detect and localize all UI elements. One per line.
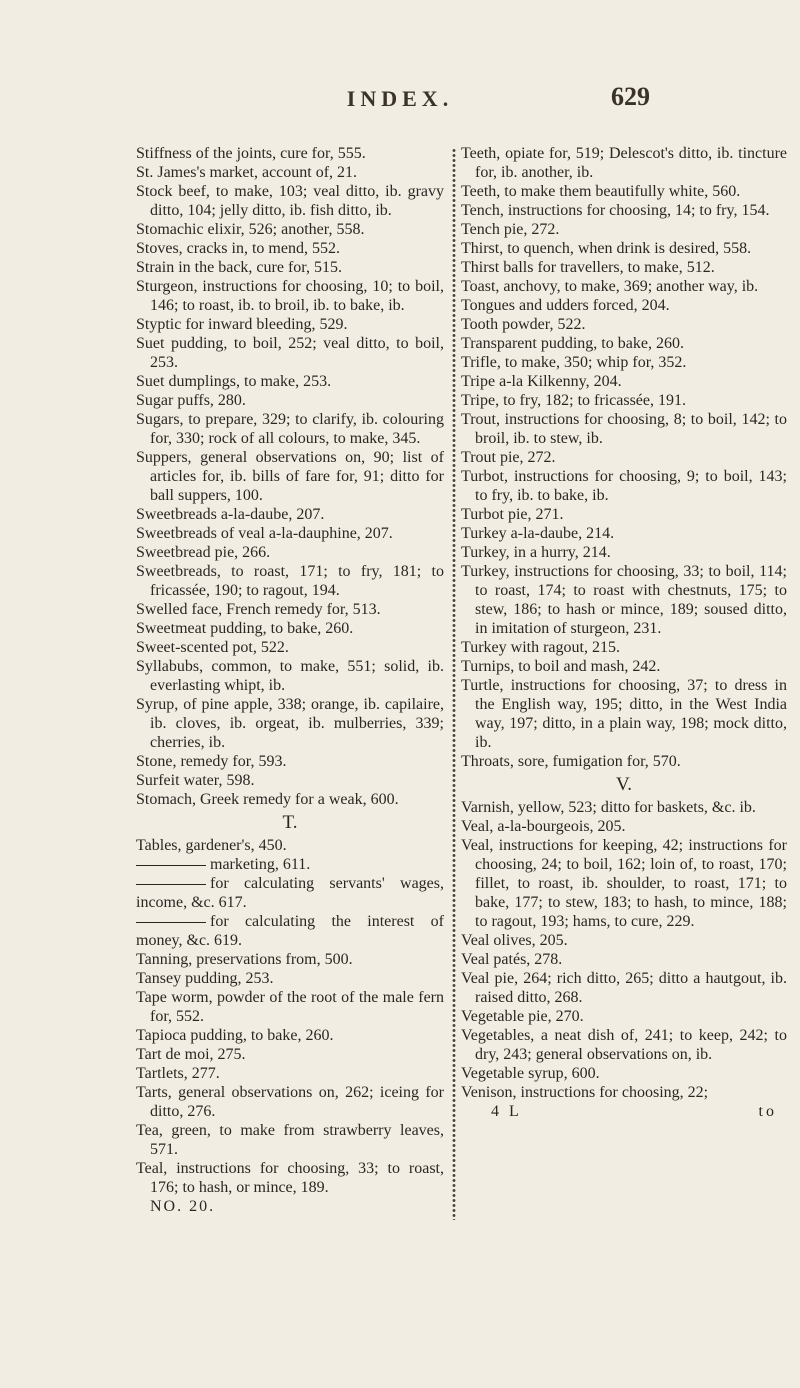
ditto-rule <box>136 884 206 885</box>
index-entry: Thirst balls for travellers, to make, 512. <box>461 259 715 276</box>
index-entry: Tench, instructions for choosing, 14; to fry, 154. <box>461 202 770 219</box>
index-entry: Suet dumplings, to make, 253. <box>136 373 332 390</box>
index-entry: Sweetbread pie, 266. <box>136 544 271 561</box>
running-head: INDEX. <box>346 86 454 111</box>
index-entry: Tanning, preservations from, 500. <box>136 951 353 968</box>
subentry-text: marketing, 611. <box>210 856 311 873</box>
index-entry: Vegetable syrup, 600. <box>461 1065 600 1082</box>
subentry-text: for calculating the interest of money, &c. 619. <box>136 913 444 949</box>
index-entry: Veal pie, 264; rich ditto, 265; ditto a hautgout, ib. raised ditto, 268. <box>461 970 787 1006</box>
ditto-rule <box>136 865 206 866</box>
left-entries <box>136 144 444 809</box>
index-entry: Tansey pudding, 253. <box>136 970 274 987</box>
index-entry: Tooth powder, 522. <box>461 316 586 333</box>
index-entry: Venison, instructions for choosing, 22; <box>461 1084 709 1101</box>
index-entry: Veal patés, 278. <box>461 951 563 968</box>
index-entry: Turkey a-la-daube, 214. <box>461 525 615 542</box>
index-entry: Tripe, to fry, 182; to fricassée, 191. <box>461 392 686 409</box>
index-entry: Turbot, instructions for choosing, 9; to boil, 143; to fry, ib. to bake, ib. <box>461 468 787 504</box>
index-entry: Stoves, cracks in, to mend, 552. <box>136 240 340 257</box>
index-entry: Teeth, opiate for, 519; Delescot's ditto, ib. tincture for, ib. another, ib. <box>461 145 787 181</box>
index-entry: Veal olives, 205. <box>461 932 568 949</box>
index-entry: Thirst, to quench, when drink is desired, 558. <box>461 240 752 257</box>
index-entry: Styptic for inward bleeding, 529. <box>136 316 348 333</box>
index-subentry <box>136 912 444 950</box>
index-entry: Tench pie, 272. <box>461 221 560 238</box>
index-entry: Toast, anchovy, to make, 369; another way, ib. <box>461 278 759 295</box>
index-entry: Tart de moi, 275. <box>136 1046 246 1063</box>
index-entry: Varnish, yellow, 523; ditto for baskets, &c. ib. <box>461 799 756 816</box>
index-column-left <box>136 144 444 1216</box>
index-entry: Syrup, of pine apple, 338; orange, ib. capilaire, ib. cloves, ib. orgeat, ib. mulberries, 339; cherries, ib. <box>136 696 444 751</box>
index-subentry <box>136 855 444 874</box>
index-entry: Throats, sore, fumigation for, 570. <box>461 753 681 770</box>
catchword-left: NO. 20. <box>150 1198 216 1215</box>
index-entry: Stomachic elixir, 526; another, 558. <box>136 221 365 238</box>
index-column-right <box>461 144 787 1121</box>
v-entries <box>461 798 787 1102</box>
index-subentry <box>136 874 444 912</box>
signature-line <box>461 1102 787 1121</box>
index-entry: Trout, instructions for choosing, 8; to boil, 142; to broil, ib. to stew, ib. <box>461 411 787 447</box>
index-entry: Sweetbreads a-la-daube, 207. <box>136 506 325 523</box>
index-entry: Veal, a-la-bourgeois, 205. <box>461 818 626 835</box>
index-entry: Syllabubs, common, to make, 551; solid, ib. everlasting whipt, ib. <box>136 658 444 694</box>
index-entry: Sweetmeat pudding, to bake, 260. <box>136 620 354 637</box>
index-entry: Turtle, instructions for choosing, 37; to dress in the English way, 195; ditto, in the West India way, 197; ditto, in a plain way, 198; mock ditto, ib. <box>461 677 787 751</box>
index-entry: Suppers, general observations on, 90; list of articles for, ib. bills of fare for, 91; ditto for ball suppers, 100. <box>136 449 444 504</box>
index-entry: Sweetbreads, to roast, 171; to fry, 181; to fricassée, 190; to ragout, 194. <box>136 563 444 599</box>
index-entry: Trout pie, 272. <box>461 449 556 466</box>
index-entry: Turkey with ragout, 215. <box>461 639 620 656</box>
index-entry: Turkey, in a hurry, 214. <box>461 544 611 561</box>
index-entry: Turbot pie, 271. <box>461 506 564 523</box>
index-entry: Turnips, to boil and mash, 242. <box>461 658 661 675</box>
index-entry: Sugar puffs, 280. <box>136 392 246 409</box>
index-entry: Tapioca pudding, to bake, 260. <box>136 1027 334 1044</box>
index-entry: Suet pudding, to boil, 252; veal ditto, to boil, 253. <box>136 335 444 371</box>
index-entry: Tarts, general observations on, 262; iceing for ditto, 276. <box>136 1084 444 1120</box>
index-entry: Swelled face, French remedy for, 513. <box>136 601 381 618</box>
catchword-right: to <box>758 1103 777 1120</box>
index-entry: Stomach, Greek remedy for a weak, 600. <box>136 791 399 808</box>
page-number: 629 <box>611 82 650 111</box>
index-entry: St. James's market, account of, 21. <box>136 164 358 181</box>
index-entry: Tea, green, to make from strawberry leaves, 571. <box>136 1122 444 1158</box>
index-entry: Sturgeon, instructions for choosing, 10; to boil, 146; to roast, ib. to broil, ib. to bake, ib. <box>136 278 444 314</box>
index-entry: Turkey, instructions for choosing, 33; to boil, 114; to roast, 174; to roast with chestnuts, 175; to stew, 186; to hash or mince, 189; soused ditto, in imitation of sturgeon, 231. <box>461 563 787 637</box>
index-entry: Tape worm, powder of the root of the male fern for, 552. <box>136 989 444 1025</box>
index-entry: Stiffness of the joints, cure for, 555. <box>136 145 366 162</box>
index-entry: Veal, instructions for keeping, 42; instructions for choosing, 24; to boil, 162; loin of, to roast, 170; fillet, to roast, ib. shoulder, to roast, 171; to bake, 177; to stew, 183; to hash, to mince, 188; to ragout, 193; hams, to cure, 229. <box>461 837 787 930</box>
signature-mark: 4 L <box>491 1103 522 1120</box>
index-entry: Transparent pudding, to bake, 260. <box>461 335 684 352</box>
index-entry: Tartlets, 277. <box>136 1065 220 1082</box>
section-letter-t: T. <box>282 812 298 833</box>
index-entry: Teeth, to make them beautifully white, 560. <box>461 183 741 200</box>
index-entry: Sweet-scented pot, 522. <box>136 639 289 656</box>
column-divider <box>452 148 456 1220</box>
index-entry: Surfeit water, 598. <box>136 772 255 789</box>
index-entry: Tables, gardener's, 450. <box>136 837 287 854</box>
index-entry: Vegetables, a neat dish of, 241; to keep, 242; to dry, 243; general observations on, ib. <box>461 1027 787 1063</box>
t-entries <box>136 836 444 855</box>
index-entry: Teal, instructions for choosing, 33; to roast, 176; to hash, or mince, 189. <box>136 1160 444 1196</box>
index-entry: Sugars, to prepare, 329; to clarify, ib. colouring for, 330; rock of all colours, to make, 345. <box>136 411 444 447</box>
index-entry: Tripe a-la Kilkenny, 204. <box>461 373 622 390</box>
index-entry: Trifle, to make, 350; whip for, 352. <box>461 354 687 371</box>
index-entry: Vegetable pie, 270. <box>461 1008 584 1025</box>
subentry-text: for calculating servants' wages, income, &c. 617. <box>136 875 444 911</box>
right-entries <box>461 144 787 771</box>
section-letter-v: V. <box>615 774 633 795</box>
t-entries-continued <box>136 950 444 1197</box>
index-entry: Stock beef, to make, 103; veal ditto, ib. gravy ditto, 104; jelly ditto, ib. fish ditto, ib. <box>136 183 444 219</box>
index-entry: Stone, remedy for, 593. <box>136 753 287 770</box>
ditto-rule <box>136 922 206 923</box>
page-header <box>0 80 800 120</box>
index-entry: Sweetbreads of veal a-la-dauphine, 207. <box>136 525 393 542</box>
t-subentries <box>136 855 444 950</box>
index-entry: Strain in the back, cure for, 515. <box>136 259 342 276</box>
index-entry: Tongues and udders forced, 204. <box>461 297 670 314</box>
